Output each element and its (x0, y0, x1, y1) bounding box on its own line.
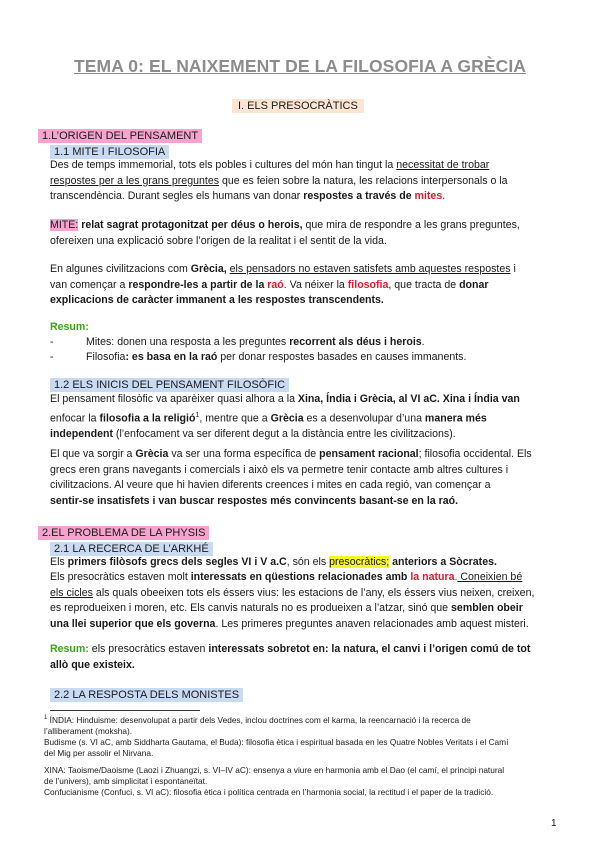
resum-label-1: Resum: (50, 321, 89, 333)
paragraph-grecia: El que va sorgir a Grècia va ser una forma específica de pensament racional; filosofia occidental. Els grecs eren grans navegants i comercials i això els va permetre tenir contacte amb altres cultures i civilitzacions. Al veure que hi havien diferents creences i mites en cada regió, van començar a sentir-se insatisfets i van buscar respostes més convincents basant-se en la raó. (50, 448, 532, 507)
resum-2: Resum: els presocràtics estaven interessats sobretot en: la natura, el canvi i l’origen comú de tot allò que existeix. (50, 643, 531, 671)
footnote-india: $^1$ ÍNDIA: Hinduisme: desenvolupat a partir dels Vedes, inclou doctrines com el karma, la reencarnació i la recerca de l’alliberament (moksha). Budisme (s. VI aC, amb Siddharta Gautama, el Buda): filosofia ètica i espiritual basada en les Quatre Nobles Veritats i el Camí del Mig per assolir el Nirvana. (44, 714, 509, 758)
document-page: TEMA 0: EL NAIXEMENT DE LA FILOSOFIA A GRÈCIA I. ELS PRESOCRÀTICS 1.L’ORIGEN DEL PENSAMENT 1.1 MITE I FILOSOFIA Des de temps immemorial, tots els pobles i cultures del món han tingut la necessitat de trobar respostes per a les grans preguntes que es feien sobre la natura, les relacions interpersonals o la transcendència. Durant segles els humans van donar respostes a través de mites. MITE: relat sagrat protagonitzat per déus o herois, que mira de respondre a les grans preguntes, ofereixen una explicació sobre l’origen de la realitat i el sentit de la vida. En algunes civilitzacions com Grècia, els pensadors no estaven satisfets amb aquestes respostes i van començar a respondre-les a partir de la raó. Va néixer la filosofia, que tracta de donar explicacions de caràcter immanent a les respostes transcendents. Resum: - Mites: donen una resposta a les preguntes recorrent als déus i herois. - Filosofia: es basa en la raó per donar respostes basades en causes immanents. 1.2 ELS INICIS DEL PENSAMENT FILOSÒFIC El pensament filosòfic va aparèixer quasi alhora a la Xina, Índia i Grècia, al VI aC. Xina i Índia van enfocar la filosofia a la religió$^1$, mentre que a Grècia es a desenvolupar d’una manera més independent (l’enfocament va ser diferent degut a la distància entre les civilitzacions). El que va sorgir a Grècia va ser una forma específica de pensament racional; filosofia occidental. Els grecs eren grans navegants i comercials i això els va permetre tenir contacte amb altres cultures i civilitzacions. Al veure que hi havien diferents creences i mites en cada regió, van començar a sentir-se insatisfets i van buscar respostes més convincents basant-se en la raó. 2.EL PROBLEMA DE LA PHYSIS 2.1 LA RECERCA DE L’ARKHÉ Els primers filòsofs grecs dels segles VI i V a.C, són els presocràtics; anteriors a Sòcrates. Els presocràtics estaven molt interessats en qüestions relacionades amb la natura. Coneixien bé els cicles als quals obeeixen tots els éssers vius: les estacions de l’any, els éssers vius neixen, creixen, es reprodueixen i moren, etc. Els canvis naturals no es produeixen a l’atzar, sinó que semblen obeir una llei superior que els governa. Les primeres preguntes anaven relacionades amb aquest misteri. Resum: els presocràtics estaven interessats sobretot en: la natura, el canvi i l’origen comú de tot allò que existeix. 2.2 LA RESPOSTA DELS MONISTES $^1$ ÍNDIA: Hinduisme: desenvolupat a partir dels Vedes, inclou doctrines com el karma, la reencarnació i la recerca de l’alliberament (moksha). Budisme (s. VI aC, amb Siddharta Gautama, el Buda): filosofia ètica i espiritual basada en les Quatre Nobles Veritats i el Camí del Mig per assolir el Nirvana. XINA: Taoisme/Daoisme (Laozi i Zhuangzi, s. VI–IV aC): ensenya a viure en harmonia amb el Dao (el camí, el principi natural de l’univers), amb simplicitat i espontaneïtat. Confucianisme (Confuci, s. VI aC): filosofia ètica i política centrada en l’harmonia social, la rectitud i el paper de la tradició. 1 (0, 0, 600, 848)
paragraph-civilitzacions: En algunes civilitzacions com Grècia, els pensadors no estaven satisfets amb aquestes respostes i van començar a respondre-les a partir de la raó. Va néixer la filosofia, que tracta de donar explicacions de caràcter immanent a les respostes transcendents. (50, 263, 516, 306)
section-heading-2: 2.EL PROBLEMA DE LA PHYSIS (38, 526, 209, 540)
subsection-heading-1-2: 1.2 ELS INICIS DEL PENSAMENT FILOSÒFIC (50, 378, 289, 392)
paragraph-mite-intro: Des de temps immemorial, tots els pobles i cultures del món han tingut la necessitat de trobar respostes per a les grans preguntes que es feien sobre la natura, les relacions interpersonals o la transcendència. Durant segles els humans van donar respostes a través de mites. (50, 159, 508, 202)
footnote-xina: XINA: Taoisme/Daoisme (Laozi i Zhuangzi, s. VI–IV aC): ensenya a viure en harmonia amb el Dao (el camí, el principi natural de l’univers), amb simplicitat i espontaneïtat. Confucianisme (Confuci, s. VI aC): filosofia ètica i política centrada en l’harmonia social, la rectitud i el paper de la tradició. (44, 765, 505, 797)
page-title: TEMA 0: EL NAIXEMENT DE LA FILOSOFIA A GRÈCIA (73, 56, 527, 76)
section-subtitle: I. ELS PRESOCRÀTICS (232, 99, 364, 113)
subsection-heading-1-1: 1.1 MITE I FILOSOFIA (50, 145, 169, 159)
subsection-heading-2-1: 2.1 LA RECERCA DE L’ARKHÉ (50, 542, 213, 556)
paragraph-inicis: El pensament filosòfic va aparèixer quasi alhora a la Xina, Índia i Grècia, al VI aC. Xina i Índia van enfocar la filosofia a la religió$^1$, mentre que a Grècia es a desenvolupar d’una manera més independent (l’enfocament va ser diferent degut a la distància entre les civilitzacions). (50, 393, 520, 440)
footnote-divider (50, 710, 200, 711)
paragraph-presocratics: Els primers filòsofs grecs dels segles VI i V a.C, són els presocràtics; anteriors a Sòcrates. (50, 556, 497, 568)
section-heading-1: 1.L’ORIGEN DEL PENSAMENT (38, 129, 202, 143)
subsection-heading-2-2: 2.2 LA RESPOSTA DELS MONISTES (50, 688, 243, 702)
paragraph-natura: Els presocràtics estaven molt interessats en qüestions relacionades amb la natura. Coneixien bé els cicles als quals obeeixen tots els éssers vius: les estacions de l’any, els éssers vius neixen, creixen, es reprodueixen i moren, etc. Els canvis naturals no es produeixen a l’atzar, sinó que semblen obeir una llei superior que els governa. Les primeres preguntes anaven relacionades amb aquest misteri. (50, 571, 535, 630)
paragraph-mite-definition: MITE: relat sagrat protagonitzat per déus o herois, que mira de respondre a les grans preguntes, ofereixen una explicació sobre l’origen de la realitat i el sentit de la vida. (50, 219, 520, 247)
page-number: 1 (551, 818, 557, 829)
